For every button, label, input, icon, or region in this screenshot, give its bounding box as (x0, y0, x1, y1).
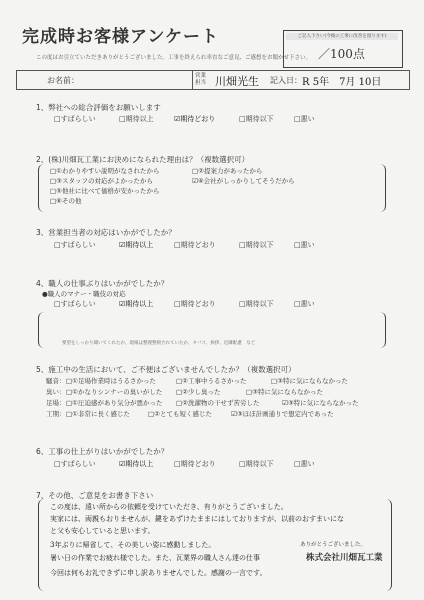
q6-option-below[interactable]: □期待以下 (239, 460, 274, 468)
q7-line-6: 今回は何もお礼できずに申し訳ありませんでした。感謝の一言です。 (50, 569, 267, 577)
q5-smell-label: 臭い： (46, 388, 66, 396)
name-label: お名前： (47, 76, 79, 85)
q1-option-below[interactable]: □期待以下 (239, 115, 274, 123)
company-name: 株式会社川畑瓦工業 (306, 553, 383, 563)
q7-question: 7、その他、ご意見をお書き下さい (36, 491, 154, 500)
q4-question: 4、職人の仕事ぶりはいかがでしたか？ (36, 279, 169, 288)
q2-option-3[interactable]: □③スタッフの対応がよかったから (50, 177, 153, 185)
q5-scaffold-2[interactable]: □②洗濯物の干せず苦労した (176, 399, 260, 407)
page-title: 完成時お客様アンケート (22, 27, 219, 47)
q5-smell-3[interactable]: □③特に気にならなかった (246, 388, 323, 396)
q3-question: 3、営業担当者の対応はいかがでしたか？ (36, 228, 176, 237)
q5-period-label: 工期： (46, 410, 66, 418)
q4-option-bad[interactable]: □悪い (294, 300, 315, 308)
q3-option-above[interactable]: ☑期待以上 (119, 241, 154, 249)
q5-noise-3[interactable]: □③特に気にならなかった (271, 377, 348, 385)
q5-smell-2[interactable]: □②少し臭った (176, 388, 221, 396)
staff-name[interactable]: 川畑光生 (215, 75, 259, 88)
q5-scaffold-1[interactable]: □①圧迫感があり気分が悪かった (66, 399, 163, 407)
q6-option-bad[interactable]: □悪い (294, 460, 315, 468)
q1-option-expected[interactable]: ☑期待どおり (174, 115, 216, 123)
q4-option-above[interactable]: ☑期待以上 (119, 300, 154, 308)
q3-option-expected[interactable]: □期待どおり (174, 241, 216, 249)
q2-option-6[interactable]: □⑥その他 (50, 197, 82, 205)
q5-scaffold-label: 足場： (46, 399, 66, 407)
score-note: ご記入下さい(今後の工事に改善を図ります) (286, 33, 398, 40)
q7-thanks: ありがとうございました。 (300, 542, 367, 548)
name-row (16, 70, 410, 90)
q1-option-above[interactable]: □期待以上 (119, 115, 154, 123)
q4-footnote: 要望をしっかり聞いてくれたか、現場は整理整頓されていたか、タバコ、挨拶、近隣配慮 など (62, 341, 256, 346)
date-value[interactable]: R 5年 7月 10日 (302, 77, 382, 88)
q7-line-5: 暑い日の作業でお疲れ様でした。また、瓦業界の職人さん達の仕事 (50, 554, 260, 562)
q3-option-excellent[interactable]: □すばらしい (54, 241, 96, 249)
q5-smell-1[interactable]: □①かなりシンナーの臭いがした (66, 388, 163, 396)
divider (192, 71, 193, 89)
q7-line-1: この度は、遠い所からの依頼を受けていただき、有りがとうございました。 (50, 503, 288, 511)
q7-line-3: と父も安心していると思います。 (50, 527, 155, 535)
q5-period-1[interactable]: □①非常に長く感じた (66, 410, 130, 418)
q5-scaffold-3[interactable]: ☑③特に気にならなかった (282, 399, 359, 407)
q4-option-below[interactable]: □期待以下 (239, 300, 274, 308)
q1-question: 1、弊社への総合評価をお願いします (36, 103, 161, 112)
q7-line-2: 実家には、両親もおりませんが、鍵をあずけたままにはしておりますが、以前のおすまいにな (50, 515, 344, 523)
q5-question: 5、施工中の生活において、ご不便はございませんでしたか？（複数選択可） (36, 365, 296, 374)
q2-option-4[interactable]: ☑④会社がしっかりしてそうだから (192, 177, 295, 185)
q2-question: 2、(株)川畑瓦工業にお決めになられた理由は？（複数選択可） (36, 155, 250, 164)
staff-label: 営業担当 (195, 73, 207, 86)
q6-option-expected[interactable]: □期待どおり (174, 460, 216, 468)
q6-option-above[interactable]: ☑期待以上 (119, 460, 154, 468)
q5-noise-1[interactable]: □①足場作業時はうるさかった (66, 377, 156, 385)
q2-option-1[interactable]: □①わかりやすい説明がなされたから (50, 167, 160, 175)
q6-option-excellent[interactable]: □すばらしい (54, 460, 96, 468)
page-subtitle: この度はお引立ていただきありがとうございました。工事を終えられ率直なご意見、ご感想をお聞かせ下さい。 (36, 55, 312, 61)
q1-option-excellent[interactable]: □すばらしい (54, 115, 96, 123)
q3-option-below[interactable]: □期待以下 (239, 241, 274, 249)
q5-noise-2[interactable]: □②工事中うるさかった (176, 377, 247, 385)
q2-option-5[interactable]: □⑤他社に比べて価格が安かったから (50, 187, 160, 195)
q5-noise-label: 騒音： (46, 377, 66, 385)
q3-option-bad[interactable]: □悪い (294, 241, 315, 249)
q4-sub: ●職人のマナー・職伎の対応 (42, 290, 126, 298)
q5-period-2[interactable]: □②とても短く感じた (148, 410, 212, 418)
q4-option-excellent[interactable]: □すばらしい (54, 300, 96, 308)
q6-question: 6、工事の仕上がりはいかがでしたか？ (36, 447, 169, 456)
q4-option-expected[interactable]: □期待どおり (174, 300, 216, 308)
q2-option-2[interactable]: □②提案力があったから (192, 167, 263, 175)
date-label: 記入日： (270, 76, 302, 85)
q5-period-3[interactable]: ☑③ほぼ計画通りで想定内であった (231, 410, 334, 418)
score-field[interactable]: ／100点 (318, 47, 365, 61)
q1-option-bad[interactable]: □悪い (294, 115, 315, 123)
q7-line-4: 3年ぶりに帰省して、その美しい姿に感動しました。 (50, 541, 216, 549)
